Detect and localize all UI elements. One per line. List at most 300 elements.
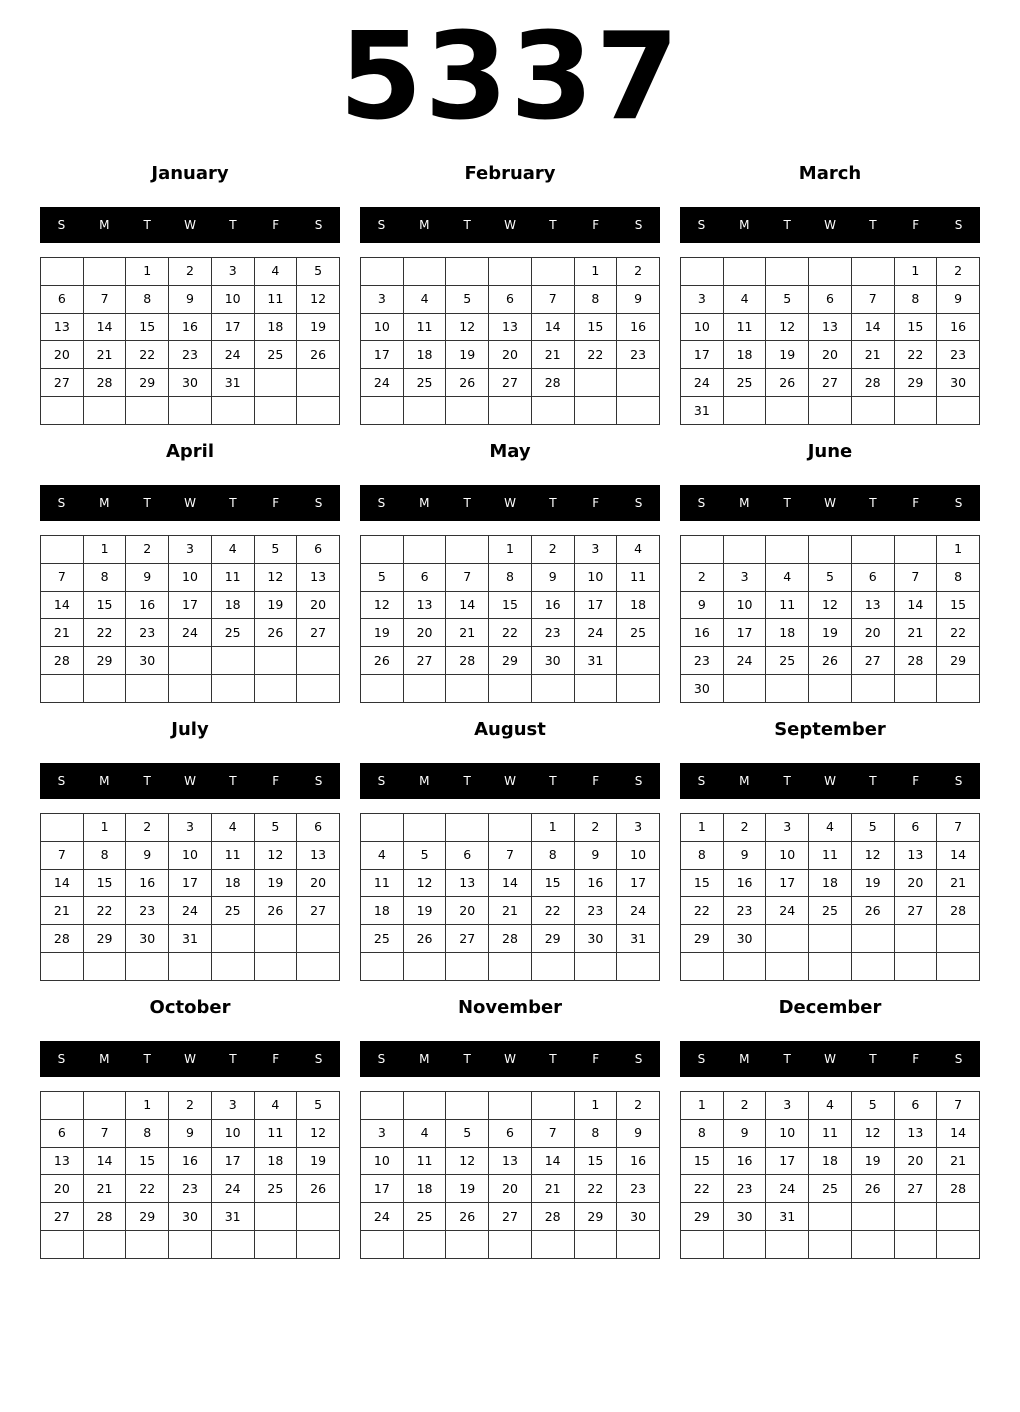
day-cell: 21	[531, 1175, 574, 1203]
week-row	[681, 675, 980, 703]
weekday-label: T	[549, 496, 557, 510]
day-cell: 27	[809, 369, 852, 397]
weekday-label: M	[419, 496, 430, 510]
day-cell	[937, 675, 980, 703]
day-cell	[446, 1092, 489, 1120]
day-cell	[766, 953, 809, 981]
day-cell: 18	[211, 869, 254, 897]
day-cell: 23	[723, 1175, 766, 1203]
day-cell: 31	[681, 397, 724, 425]
day-cell: 8	[574, 1119, 617, 1147]
day-cell: 1	[83, 536, 126, 564]
day-cell: 13	[489, 1147, 532, 1175]
month-name: August	[474, 719, 546, 740]
day-cell	[41, 1092, 84, 1120]
day-cell: 7	[531, 285, 574, 313]
day-cell	[617, 397, 660, 425]
week-row	[361, 953, 660, 981]
day-cell: 22	[574, 1175, 617, 1203]
day-cell: 29	[126, 369, 169, 397]
week-row	[361, 341, 660, 369]
day-cell: 13	[41, 313, 84, 341]
day-cell	[297, 953, 340, 981]
weekday-label: W	[824, 774, 836, 788]
day-cell: 23	[723, 897, 766, 925]
day-cell	[297, 1203, 340, 1231]
day-cell: 1	[83, 814, 126, 842]
day-cell: 4	[403, 285, 446, 313]
day-cell: 12	[361, 591, 404, 619]
year-title: 5337	[339, 8, 681, 147]
day-cell: 5	[254, 814, 297, 842]
day-cell: 9	[617, 285, 660, 313]
week-row	[681, 1231, 980, 1259]
day-cell: 6	[894, 814, 937, 842]
day-cell: 13	[894, 841, 937, 869]
day-cell	[83, 953, 126, 981]
day-cell: 31	[211, 369, 254, 397]
day-cell: 15	[681, 869, 724, 897]
day-cell: 2	[723, 1092, 766, 1120]
day-cell: 18	[723, 341, 766, 369]
day-cell: 13	[297, 563, 340, 591]
day-cell	[489, 814, 532, 842]
day-cell: 11	[766, 591, 809, 619]
weekday-label: T	[463, 774, 471, 788]
day-cell: 24	[211, 1175, 254, 1203]
day-cell: 2	[617, 1092, 660, 1120]
day-cell: 29	[531, 925, 574, 953]
day-cell: 6	[851, 563, 894, 591]
week-row	[41, 397, 340, 425]
week-row	[41, 563, 340, 591]
weekday-label: W	[184, 1052, 196, 1066]
weekday-label: S	[634, 496, 643, 510]
day-cell: 31	[169, 925, 212, 953]
week-row	[361, 1175, 660, 1203]
day-cell: 21	[531, 341, 574, 369]
day-cell: 1	[681, 814, 724, 842]
day-cell	[937, 397, 980, 425]
day-cell: 20	[41, 1175, 84, 1203]
day-grid	[40, 257, 340, 425]
day-cell: 10	[361, 1147, 404, 1175]
day-cell: 16	[681, 619, 724, 647]
day-cell	[937, 1203, 980, 1231]
day-cell: 21	[851, 341, 894, 369]
day-cell	[446, 675, 489, 703]
week-row	[681, 563, 980, 591]
day-cell: 15	[83, 591, 126, 619]
weekday-header	[40, 1041, 340, 1077]
day-cell: 3	[169, 814, 212, 842]
day-cell	[574, 397, 617, 425]
day-cell	[403, 1092, 446, 1120]
day-cell: 22	[681, 897, 724, 925]
day-cell	[766, 1231, 809, 1259]
day-cell: 13	[851, 591, 894, 619]
day-cell: 25	[211, 897, 254, 925]
day-cell	[681, 1231, 724, 1259]
day-cell: 20	[403, 619, 446, 647]
day-cell	[361, 814, 404, 842]
day-cell	[254, 647, 297, 675]
day-cell: 1	[531, 814, 574, 842]
day-cell	[83, 397, 126, 425]
week-row	[681, 897, 980, 925]
day-cell	[211, 1231, 254, 1259]
day-cell: 25	[809, 897, 852, 925]
day-cell: 23	[169, 1175, 212, 1203]
day-cell: 25	[617, 619, 660, 647]
day-cell: 1	[126, 1092, 169, 1120]
day-cell: 5	[297, 1092, 340, 1120]
day-cell: 4	[617, 536, 660, 564]
day-cell: 15	[489, 591, 532, 619]
weekday-label: W	[824, 218, 836, 232]
day-cell: 13	[41, 1147, 84, 1175]
day-cell: 27	[41, 1203, 84, 1231]
day-cell: 26	[851, 1175, 894, 1203]
weekday-label: S	[954, 496, 963, 510]
day-cell: 31	[211, 1203, 254, 1231]
day-cell	[41, 1231, 84, 1259]
day-cell: 14	[83, 313, 126, 341]
day-cell: 8	[83, 563, 126, 591]
week-row	[41, 953, 340, 981]
day-cell: 11	[403, 313, 446, 341]
day-cell: 22	[894, 341, 937, 369]
day-cell: 13	[446, 869, 489, 897]
day-cell	[169, 675, 212, 703]
day-cell: 17	[766, 1147, 809, 1175]
day-cell: 22	[489, 619, 532, 647]
day-cell	[766, 536, 809, 564]
day-cell: 29	[681, 1203, 724, 1231]
day-cell: 3	[361, 1119, 404, 1147]
day-cell: 14	[531, 1147, 574, 1175]
day-cell	[617, 647, 660, 675]
week-row	[41, 369, 340, 397]
weekday-label: W	[184, 496, 196, 510]
week-row	[41, 1175, 340, 1203]
day-cell: 12	[254, 563, 297, 591]
day-cell	[297, 675, 340, 703]
weekday-label: W	[504, 1052, 516, 1066]
week-row	[361, 369, 660, 397]
weekday-label: T	[229, 1052, 237, 1066]
weekday-label: W	[504, 774, 516, 788]
day-cell: 9	[126, 563, 169, 591]
day-cell: 19	[766, 341, 809, 369]
day-cell: 26	[254, 619, 297, 647]
day-cell: 6	[297, 536, 340, 564]
week-row	[681, 1092, 980, 1120]
weekday-label: M	[419, 774, 430, 788]
day-cell: 28	[894, 647, 937, 675]
day-cell: 15	[126, 1147, 169, 1175]
day-cell: 4	[723, 285, 766, 313]
weekday-label: T	[463, 496, 471, 510]
day-cell: 6	[894, 1092, 937, 1120]
day-cell: 28	[446, 647, 489, 675]
weekday-label: S	[954, 218, 963, 232]
weekday-label: M	[419, 218, 430, 232]
day-cell: 18	[211, 591, 254, 619]
day-cell: 1	[681, 1092, 724, 1120]
weekday-label: T	[463, 1052, 471, 1066]
day-cell	[254, 369, 297, 397]
day-cell: 4	[254, 258, 297, 286]
week-row	[41, 1203, 340, 1231]
day-cell	[169, 1231, 212, 1259]
day-cell: 20	[446, 897, 489, 925]
day-cell: 6	[41, 1119, 84, 1147]
day-cell: 17	[211, 313, 254, 341]
day-cell	[446, 397, 489, 425]
day-cell: 9	[937, 285, 980, 313]
day-cell: 9	[681, 591, 724, 619]
day-cell: 5	[403, 841, 446, 869]
week-row	[361, 897, 660, 925]
week-row	[361, 536, 660, 564]
weekday-label: T	[869, 1052, 877, 1066]
day-grid	[360, 535, 660, 703]
day-cell: 9	[169, 285, 212, 313]
day-cell	[126, 397, 169, 425]
day-cell: 8	[937, 563, 980, 591]
day-cell: 21	[41, 619, 84, 647]
day-cell: 27	[894, 1175, 937, 1203]
day-cell: 23	[617, 1175, 660, 1203]
day-cell: 9	[574, 841, 617, 869]
weekday-label: M	[99, 1052, 110, 1066]
day-cell: 20	[894, 1147, 937, 1175]
day-cell	[446, 1231, 489, 1259]
day-cell	[126, 1231, 169, 1259]
day-cell	[83, 258, 126, 286]
week-row	[41, 258, 340, 286]
day-cell	[723, 397, 766, 425]
day-cell: 23	[126, 897, 169, 925]
day-cell: 10	[766, 1119, 809, 1147]
weekday-label: T	[229, 496, 237, 510]
day-cell	[446, 814, 489, 842]
weekday-label: M	[419, 1052, 430, 1066]
week-row	[681, 285, 980, 313]
day-cell: 7	[489, 841, 532, 869]
day-cell	[574, 1231, 617, 1259]
day-cell: 5	[297, 258, 340, 286]
day-cell	[681, 258, 724, 286]
day-cell: 20	[41, 341, 84, 369]
day-cell: 9	[723, 841, 766, 869]
day-cell	[894, 397, 937, 425]
day-cell: 4	[254, 1092, 297, 1120]
day-cell: 21	[937, 869, 980, 897]
weekday-label: T	[143, 218, 151, 232]
day-cell: 18	[809, 869, 852, 897]
day-cell: 26	[254, 897, 297, 925]
day-cell: 6	[489, 1119, 532, 1147]
day-cell: 4	[809, 1092, 852, 1120]
day-cell: 18	[403, 341, 446, 369]
day-cell: 2	[169, 258, 212, 286]
day-cell: 23	[937, 341, 980, 369]
day-cell: 9	[126, 841, 169, 869]
week-row	[361, 1119, 660, 1147]
day-cell	[211, 953, 254, 981]
day-cell: 5	[851, 1092, 894, 1120]
day-grid	[360, 1091, 660, 1259]
day-cell: 12	[851, 1119, 894, 1147]
day-cell: 14	[41, 591, 84, 619]
weekday-label: S	[314, 774, 323, 788]
day-cell: 17	[361, 1175, 404, 1203]
day-cell: 16	[169, 1147, 212, 1175]
day-cell: 23	[531, 619, 574, 647]
day-cell: 8	[489, 563, 532, 591]
day-cell: 2	[574, 814, 617, 842]
week-row	[681, 397, 980, 425]
day-cell: 15	[681, 1147, 724, 1175]
weekday-label: W	[184, 774, 196, 788]
day-cell	[894, 925, 937, 953]
day-cell: 17	[169, 869, 212, 897]
day-cell	[361, 1231, 404, 1259]
day-cell: 18	[254, 1147, 297, 1175]
day-cell: 21	[489, 897, 532, 925]
weekday-label: W	[504, 496, 516, 510]
day-cell	[766, 675, 809, 703]
day-cell: 10	[169, 563, 212, 591]
day-cell: 9	[531, 563, 574, 591]
day-cell: 12	[766, 313, 809, 341]
day-cell: 29	[574, 1203, 617, 1231]
day-cell: 29	[83, 647, 126, 675]
day-cell: 8	[681, 1119, 724, 1147]
day-cell: 11	[403, 1147, 446, 1175]
day-cell: 13	[809, 313, 852, 341]
day-cell	[361, 1092, 404, 1120]
day-cell	[489, 1231, 532, 1259]
day-cell: 6	[489, 285, 532, 313]
day-cell: 20	[297, 869, 340, 897]
day-cell	[254, 675, 297, 703]
day-cell: 15	[894, 313, 937, 341]
day-cell: 4	[211, 536, 254, 564]
week-row	[41, 675, 340, 703]
day-cell: 28	[83, 1203, 126, 1231]
day-cell: 6	[446, 841, 489, 869]
day-cell	[723, 953, 766, 981]
week-row	[41, 869, 340, 897]
day-cell: 8	[126, 1119, 169, 1147]
day-cell: 16	[126, 869, 169, 897]
day-cell: 24	[723, 647, 766, 675]
day-cell: 5	[851, 814, 894, 842]
day-cell	[41, 675, 84, 703]
day-cell: 22	[126, 341, 169, 369]
day-cell: 17	[361, 341, 404, 369]
day-cell: 21	[41, 897, 84, 925]
weekday-label: T	[783, 774, 791, 788]
day-cell	[403, 258, 446, 286]
week-row	[681, 619, 980, 647]
week-row	[681, 953, 980, 981]
day-cell: 31	[574, 647, 617, 675]
day-cell: 31	[617, 925, 660, 953]
day-cell: 13	[297, 841, 340, 869]
day-cell: 11	[211, 563, 254, 591]
day-cell: 5	[446, 1119, 489, 1147]
day-cell	[169, 397, 212, 425]
weekday-label: S	[314, 218, 323, 232]
day-cell	[254, 397, 297, 425]
day-cell: 23	[681, 647, 724, 675]
day-cell: 30	[681, 675, 724, 703]
day-cell	[574, 675, 617, 703]
day-cell: 10	[574, 563, 617, 591]
day-cell: 16	[723, 869, 766, 897]
day-cell: 6	[809, 285, 852, 313]
day-cell: 24	[361, 1203, 404, 1231]
day-cell: 7	[83, 1119, 126, 1147]
day-cell: 17	[169, 591, 212, 619]
weekday-label: S	[634, 218, 643, 232]
day-cell: 14	[851, 313, 894, 341]
day-cell: 14	[937, 1119, 980, 1147]
day-cell: 18	[809, 1147, 852, 1175]
day-cell: 11	[723, 313, 766, 341]
day-cell: 29	[489, 647, 532, 675]
day-cell: 20	[809, 341, 852, 369]
day-cell	[894, 536, 937, 564]
day-cell	[894, 675, 937, 703]
day-cell: 19	[297, 1147, 340, 1175]
day-cell: 17	[211, 1147, 254, 1175]
day-cell	[531, 397, 574, 425]
day-cell: 3	[169, 536, 212, 564]
day-cell: 1	[126, 258, 169, 286]
day-cell: 25	[809, 1175, 852, 1203]
day-cell: 1	[489, 536, 532, 564]
day-cell: 7	[83, 285, 126, 313]
day-cell: 18	[361, 897, 404, 925]
day-cell: 14	[446, 591, 489, 619]
day-cell: 10	[766, 841, 809, 869]
day-cell: 27	[297, 897, 340, 925]
day-cell: 4	[403, 1119, 446, 1147]
day-cell: 28	[41, 647, 84, 675]
weekday-label: T	[143, 496, 151, 510]
weekday-label: M	[99, 218, 110, 232]
day-cell: 22	[531, 897, 574, 925]
day-cell	[809, 258, 852, 286]
day-cell: 13	[403, 591, 446, 619]
day-cell	[851, 258, 894, 286]
day-cell	[297, 925, 340, 953]
day-cell: 11	[617, 563, 660, 591]
day-cell	[809, 953, 852, 981]
weekday-label: W	[184, 218, 196, 232]
day-cell: 3	[574, 536, 617, 564]
day-cell: 7	[851, 285, 894, 313]
week-row	[41, 1119, 340, 1147]
day-cell: 30	[617, 1203, 660, 1231]
day-cell: 15	[937, 591, 980, 619]
day-cell: 1	[574, 258, 617, 286]
